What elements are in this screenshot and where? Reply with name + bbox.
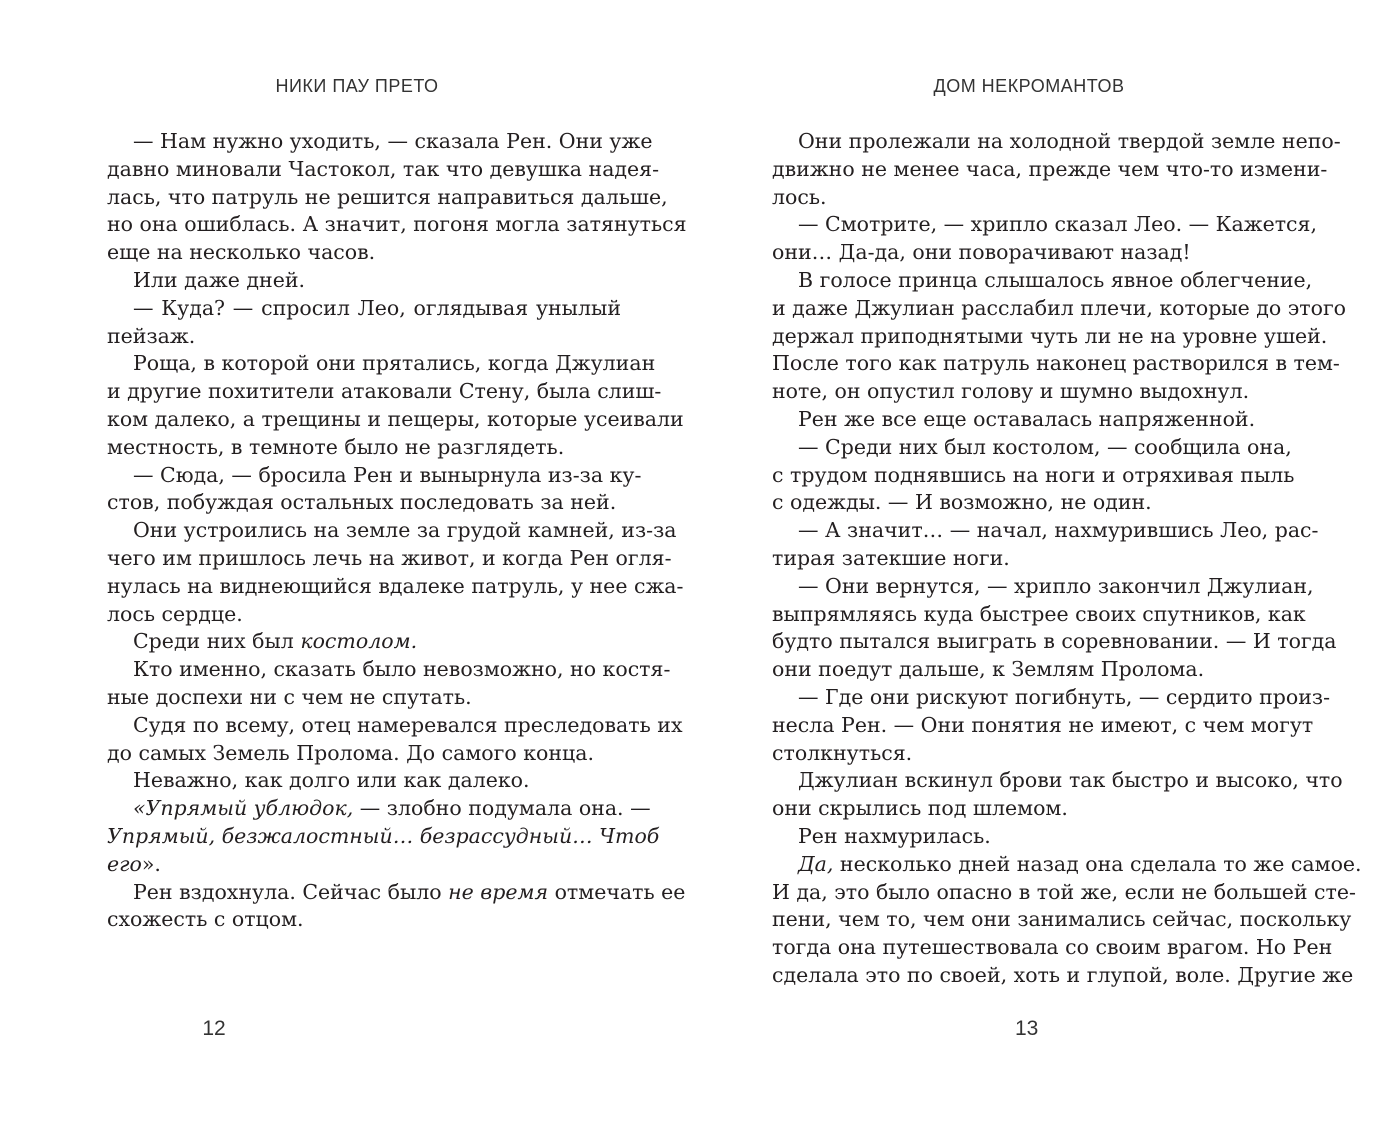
text-run: они… Да-да, они поворачивают назад! [772, 240, 1191, 265]
text-line [772, 934, 1333, 962]
text-run: движно не менее часа, прежде чем что-то измени- [772, 156, 1328, 181]
text-run: — Среди них был костолом, — сообщила она, [798, 434, 1292, 459]
text-line [107, 851, 621, 879]
text-run: тогда она путешествовала со своим врагом. Но Рен [772, 935, 1333, 960]
text-line [772, 128, 1341, 156]
text-run: нулась на виднеющийся вдалеке патруль, у нее сжа- [107, 573, 684, 598]
text-line [772, 267, 1313, 295]
text-run: Кто именно, сказать было невозможно, но костя- [133, 657, 671, 682]
text-run: Среди них был [133, 629, 301, 654]
text-line [772, 462, 1295, 490]
text-line [772, 795, 1286, 823]
text-line [107, 879, 686, 907]
text-run: несколько дней назад она сделала то же самое. [833, 851, 1362, 876]
text-run: но она ошиблась. А значит, погоня могла затянуться [107, 212, 687, 237]
text-line [772, 211, 1317, 239]
text-line [772, 545, 1286, 573]
text-run: схожесть с отцом. [107, 907, 304, 932]
text-line [772, 712, 1314, 740]
text-run: они скрылись под шлемом. [772, 796, 1068, 821]
text-line [107, 128, 653, 156]
text-run: В голосе принца слышалось явное облегчение, [798, 267, 1313, 292]
text-run: и даже Джулиан расслабил плечи, которые до этого [772, 295, 1347, 320]
text-run: с трудом поднявшись на ноги и отряхивая пыль [772, 462, 1295, 487]
text-line [772, 156, 1328, 184]
body-text [107, 128, 687, 934]
text-run: лась, что патруль не решится направиться дальше, [107, 184, 668, 209]
text-line [772, 823, 1286, 851]
text-run: и другие похитители атаковали Стену, была слиш- [107, 379, 662, 404]
text-line [107, 489, 621, 517]
text-line [772, 962, 1354, 990]
text-line [772, 573, 1314, 601]
text-run: чего им пришлось лечь на живот, и когда Рен огля- [107, 545, 672, 570]
text-run: местность, в темноте было не разглядеть. [107, 434, 565, 459]
text-line [772, 656, 1286, 684]
text-line [772, 378, 1286, 406]
text-line [107, 573, 684, 601]
text-run: отмечать ее [548, 879, 686, 904]
text-line [107, 545, 672, 573]
text-run: — Куда? — спросил Лео, оглядывая унылый [133, 295, 621, 320]
text-run: с одежды. — И возможно, не один. [772, 490, 1152, 515]
text-line [107, 628, 621, 656]
text-run: лось. [772, 184, 827, 209]
page-number: 13 [1015, 1017, 1039, 1040]
text-run: ком далеко, а трещины и пещеры, которые усеивали [107, 406, 684, 431]
body-text [772, 128, 1362, 990]
text-run: — Они вернутся, — хрипло закончил Джулиан, [798, 573, 1314, 598]
text-line [107, 267, 621, 295]
text-line [772, 601, 1306, 629]
text-line [107, 795, 651, 823]
text-run: несла Рен. — Они понятия не имеют, с чем могут [772, 712, 1314, 737]
text-run: будто пытался выиграть в соревновании. — И тогда [772, 629, 1337, 654]
text-run: ноте, он опустил голову и шумно выдохнул. [772, 379, 1250, 404]
text-run: — Сюда, — бросила Рен и вынырнула из-за ку- [133, 462, 642, 487]
text-run: Судя по всему, отец намеревался преследовать их [133, 712, 683, 737]
text-line [107, 767, 621, 795]
text-line [772, 239, 1286, 267]
text-run: После того как патруль наконец растворился в тем- [772, 351, 1340, 376]
italic-text: костолом. [300, 629, 418, 654]
text-run: лось сердце. [107, 601, 243, 626]
text-run: Рен вздохнула. Сейчас было [133, 879, 449, 904]
text-line [772, 295, 1347, 323]
text-line [107, 740, 621, 768]
text-line [107, 406, 684, 434]
italic-text: Да, [798, 851, 834, 876]
text-run: Джулиан вскинул брови так быстро и высоко, что [798, 768, 1343, 793]
text-line [107, 295, 621, 323]
text-line [772, 851, 1362, 879]
text-run: до самых Земель Пролома. До самого конца. [107, 740, 594, 765]
text-line [772, 406, 1286, 434]
text-run: столкнуться. [772, 740, 913, 765]
text-run: — Нам нужно уходить, — сказала Рен. Они уже [133, 129, 653, 153]
running-head-author: НИКИ ПАУ ПРЕТО [275, 76, 439, 96]
text-run: еще на несколько часов. [107, 240, 376, 265]
text-run: — Смотрите, — хрипло сказал Лео. — Кажется, [798, 212, 1317, 237]
text-line [107, 323, 621, 351]
text-run: ные доспехи ни с чем не спутать. [107, 684, 472, 709]
text-run: ». [141, 851, 161, 876]
text-run: Рен нахмурилась. [798, 823, 991, 848]
text-line [107, 434, 621, 462]
left-page [107, 0, 687, 1125]
text-line [107, 156, 660, 184]
text-line [107, 656, 671, 684]
text-run: стов, побуждая остальных последовать за ней. [107, 490, 617, 515]
text-run: Рен же все еще оставалась напряженной. [798, 406, 1256, 431]
text-line [107, 601, 621, 629]
text-line [772, 517, 1319, 545]
text-run: они поедут дальше, к Землям Пролома. [772, 657, 1205, 682]
text-line [772, 489, 1286, 517]
text-line [107, 239, 621, 267]
italic-text: не время [448, 879, 549, 904]
text-line [107, 350, 656, 378]
text-line [772, 184, 1286, 212]
text-line [107, 211, 687, 239]
text-line [772, 350, 1340, 378]
italic-text: Упрямый, безжалостный… безрассудный… Чтоб [107, 823, 660, 848]
text-line [772, 767, 1343, 795]
italic-text: его [107, 851, 142, 876]
text-line [772, 628, 1337, 656]
text-run: Неважно, как долго или как далеко. [133, 768, 530, 793]
text-line [772, 740, 1286, 768]
text-line [107, 184, 668, 212]
text-line [107, 906, 621, 934]
text-run: Роща, в которой они прятались, когда Джулиан [133, 351, 656, 376]
text-run: выпрямляясь куда быстрее своих спутников, как [772, 601, 1306, 626]
text-run: И да, это было опасно в той же, если не большей сте- [772, 879, 1356, 904]
page-number: 12 [202, 1017, 226, 1040]
text-run: — злобно подумала она. — [353, 796, 651, 821]
text-run: Они пролежали на холодной твердой земле непо- [798, 129, 1341, 153]
text-line [772, 434, 1292, 462]
text-line [772, 879, 1356, 907]
text-line [107, 517, 677, 545]
text-run: держал приподнятыми чуть ли не на уровне ушей. [772, 323, 1328, 348]
text-line [772, 684, 1331, 712]
text-run: пени, чем то, чем они занимались сейчас, поскольку [772, 907, 1352, 932]
text-run: тирая затекшие ноги. [772, 545, 1010, 570]
text-run: пейзаж. [107, 323, 196, 348]
text-run: давно миновали Частокол, так что девушка надея- [107, 156, 660, 181]
text-run: — А значит… — начал, нахмурившись Лео, рас- [798, 518, 1319, 543]
text-run: сделала это по своей, хоть и глупой, воле. Другие же [772, 962, 1354, 987]
text-line [772, 323, 1328, 351]
italic-text: «Упрямый ублюдок, [133, 796, 354, 821]
text-line [772, 906, 1352, 934]
right-page [772, 0, 1362, 1125]
text-line [107, 462, 642, 490]
text-line [107, 712, 683, 740]
text-run: Они устроились на земле за грудой камней, из-за [133, 518, 677, 543]
text-run: Или даже дней. [133, 267, 306, 292]
running-head-title: ДОМ НЕКРОМАНТОВ [933, 76, 1125, 96]
text-line [107, 378, 662, 406]
text-line [107, 684, 621, 712]
text-run: — Где они рискуют погибнуть, — сердито произ- [798, 684, 1331, 709]
text-line [107, 823, 660, 851]
